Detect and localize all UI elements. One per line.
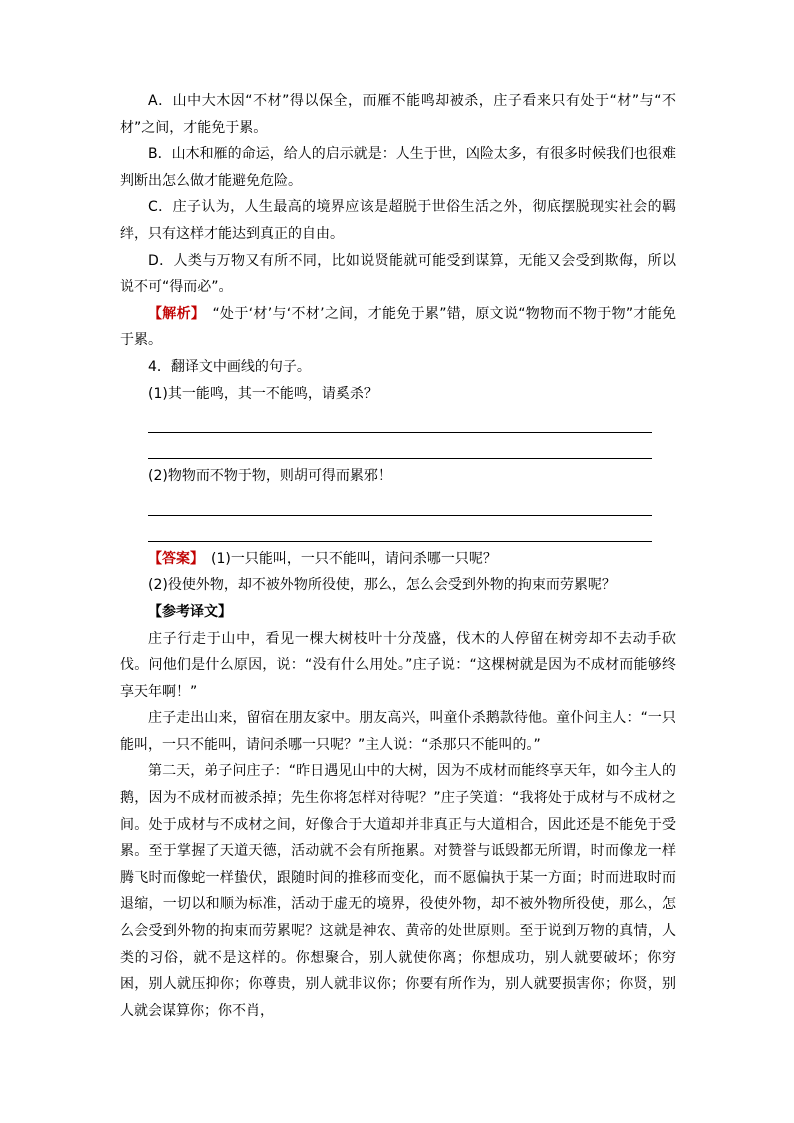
- option-a: A．山中大木因“不材”得以保全，而雁不能鸣却被杀，庄子看来只有处于“材”与“不材”之间，才能免于累。: [120, 93, 676, 136]
- question-4-2: (2)物物而不物于物，则胡可得而累邪！: [148, 468, 392, 485]
- question-4-1: (1)其一能鸣，其一不能鸣，请奚杀？: [148, 385, 378, 402]
- analysis: [120, 301, 676, 354]
- translation-paragraph-1: 庄子行走于山中，看见一棵大树枝叶十分茂盛，伐木的人停留在树旁却不去动手砍伐。问他们是什么原因，说：“没有什么用处。”庄子说：“这棵树就是因为不成材而能够终享天年啊！”: [120, 630, 676, 700]
- answer-line: [148, 516, 652, 542]
- translation-paragraph-3: 第二天，弟子问庄子：“昨日遇见山中的大树，因为不成材而能终享天年，如今主人的鹅，因为不成材而被杀掉；先生你将怎样对待呢？”庄子笑道：“我将处于成材与不成材之间。处于成材与不成材之间，好像合于大道却并非真正与大道相合，因此还是不能免于受累。至于掌握了天道天德，活动就不会有所拖累。对赞誉与诋毁都无所谓，时而像龙一样腾飞时而像蛇一样蛰伏，跟随时间的推移而变化，而不愿偏执于某一方面；时而进取时而退缩，一切以和顺为标准，活动于虚无的境界，役使外物，却不被外物所役使，那么，怎么会受到外物的拘束而劳累呢？这就是神农、黄帝的处世原则。至于说到万物的真情，人类的习俗，就不是这样的。你想聚合，别人就使你离；你想成功，别人就要破坏；你穷困，别人就压抑你；你尊贵，别人就非议你；你要有所作为，别人就要损害你；你贤，别人就会谋算你；你不肖，: [120, 763, 676, 1019]
- answer-line: [148, 407, 652, 433]
- analysis-tag: 【解析】: [148, 305, 199, 322]
- translation-body: [120, 626, 676, 1025]
- answer-line: [148, 490, 652, 516]
- translation-tag: 【参考译文】: [148, 603, 232, 620]
- answer-line: [148, 433, 652, 459]
- question-4-title: 4．翻译文中画线的句子。: [148, 358, 311, 375]
- analysis-text: “处于‘材’与‘不材’之间，才能免于累”错，原文说“物物而不物于物”才能免于累。: [120, 305, 677, 349]
- option-d: D．人类与万物又有所不同，比如说贤能就可能受到谋算，无能又会受到欺侮，所以说不可“得而必”。: [120, 252, 676, 296]
- answer-tag: 【答案】: [148, 550, 197, 567]
- option-c: C．庄子认为，人生最高的境界应该是超脱于世俗生活之外，彻底摆脱现实社会的羁绊，只有这样才能达到真正的自由。: [120, 199, 676, 242]
- option-b: B．山木和雁的命运，给人的启示就是：人生于世，凶险太多，有很多时候我们也很难判断出怎么做才能避免危险。: [120, 146, 676, 189]
- document-body: [120, 88, 676, 1024]
- translation-paragraph-2: 庄子走出山来，留宿在朋友家中。朋友高兴，叫童仆杀鹅款待他。童仆问主人：“一只能叫，一只不能叫，请问杀哪一只呢？”主人说：“杀那只不能叫的。”: [120, 710, 676, 753]
- answer: [120, 546, 676, 573]
- answer-2: (2)役使外物，却不被外物所役使，那么，怎么会受到外物的拘束而劳累呢？: [148, 577, 616, 594]
- answer-1: (1)一只能叫，一只不能叫，请问杀哪一只呢？: [197, 550, 497, 567]
